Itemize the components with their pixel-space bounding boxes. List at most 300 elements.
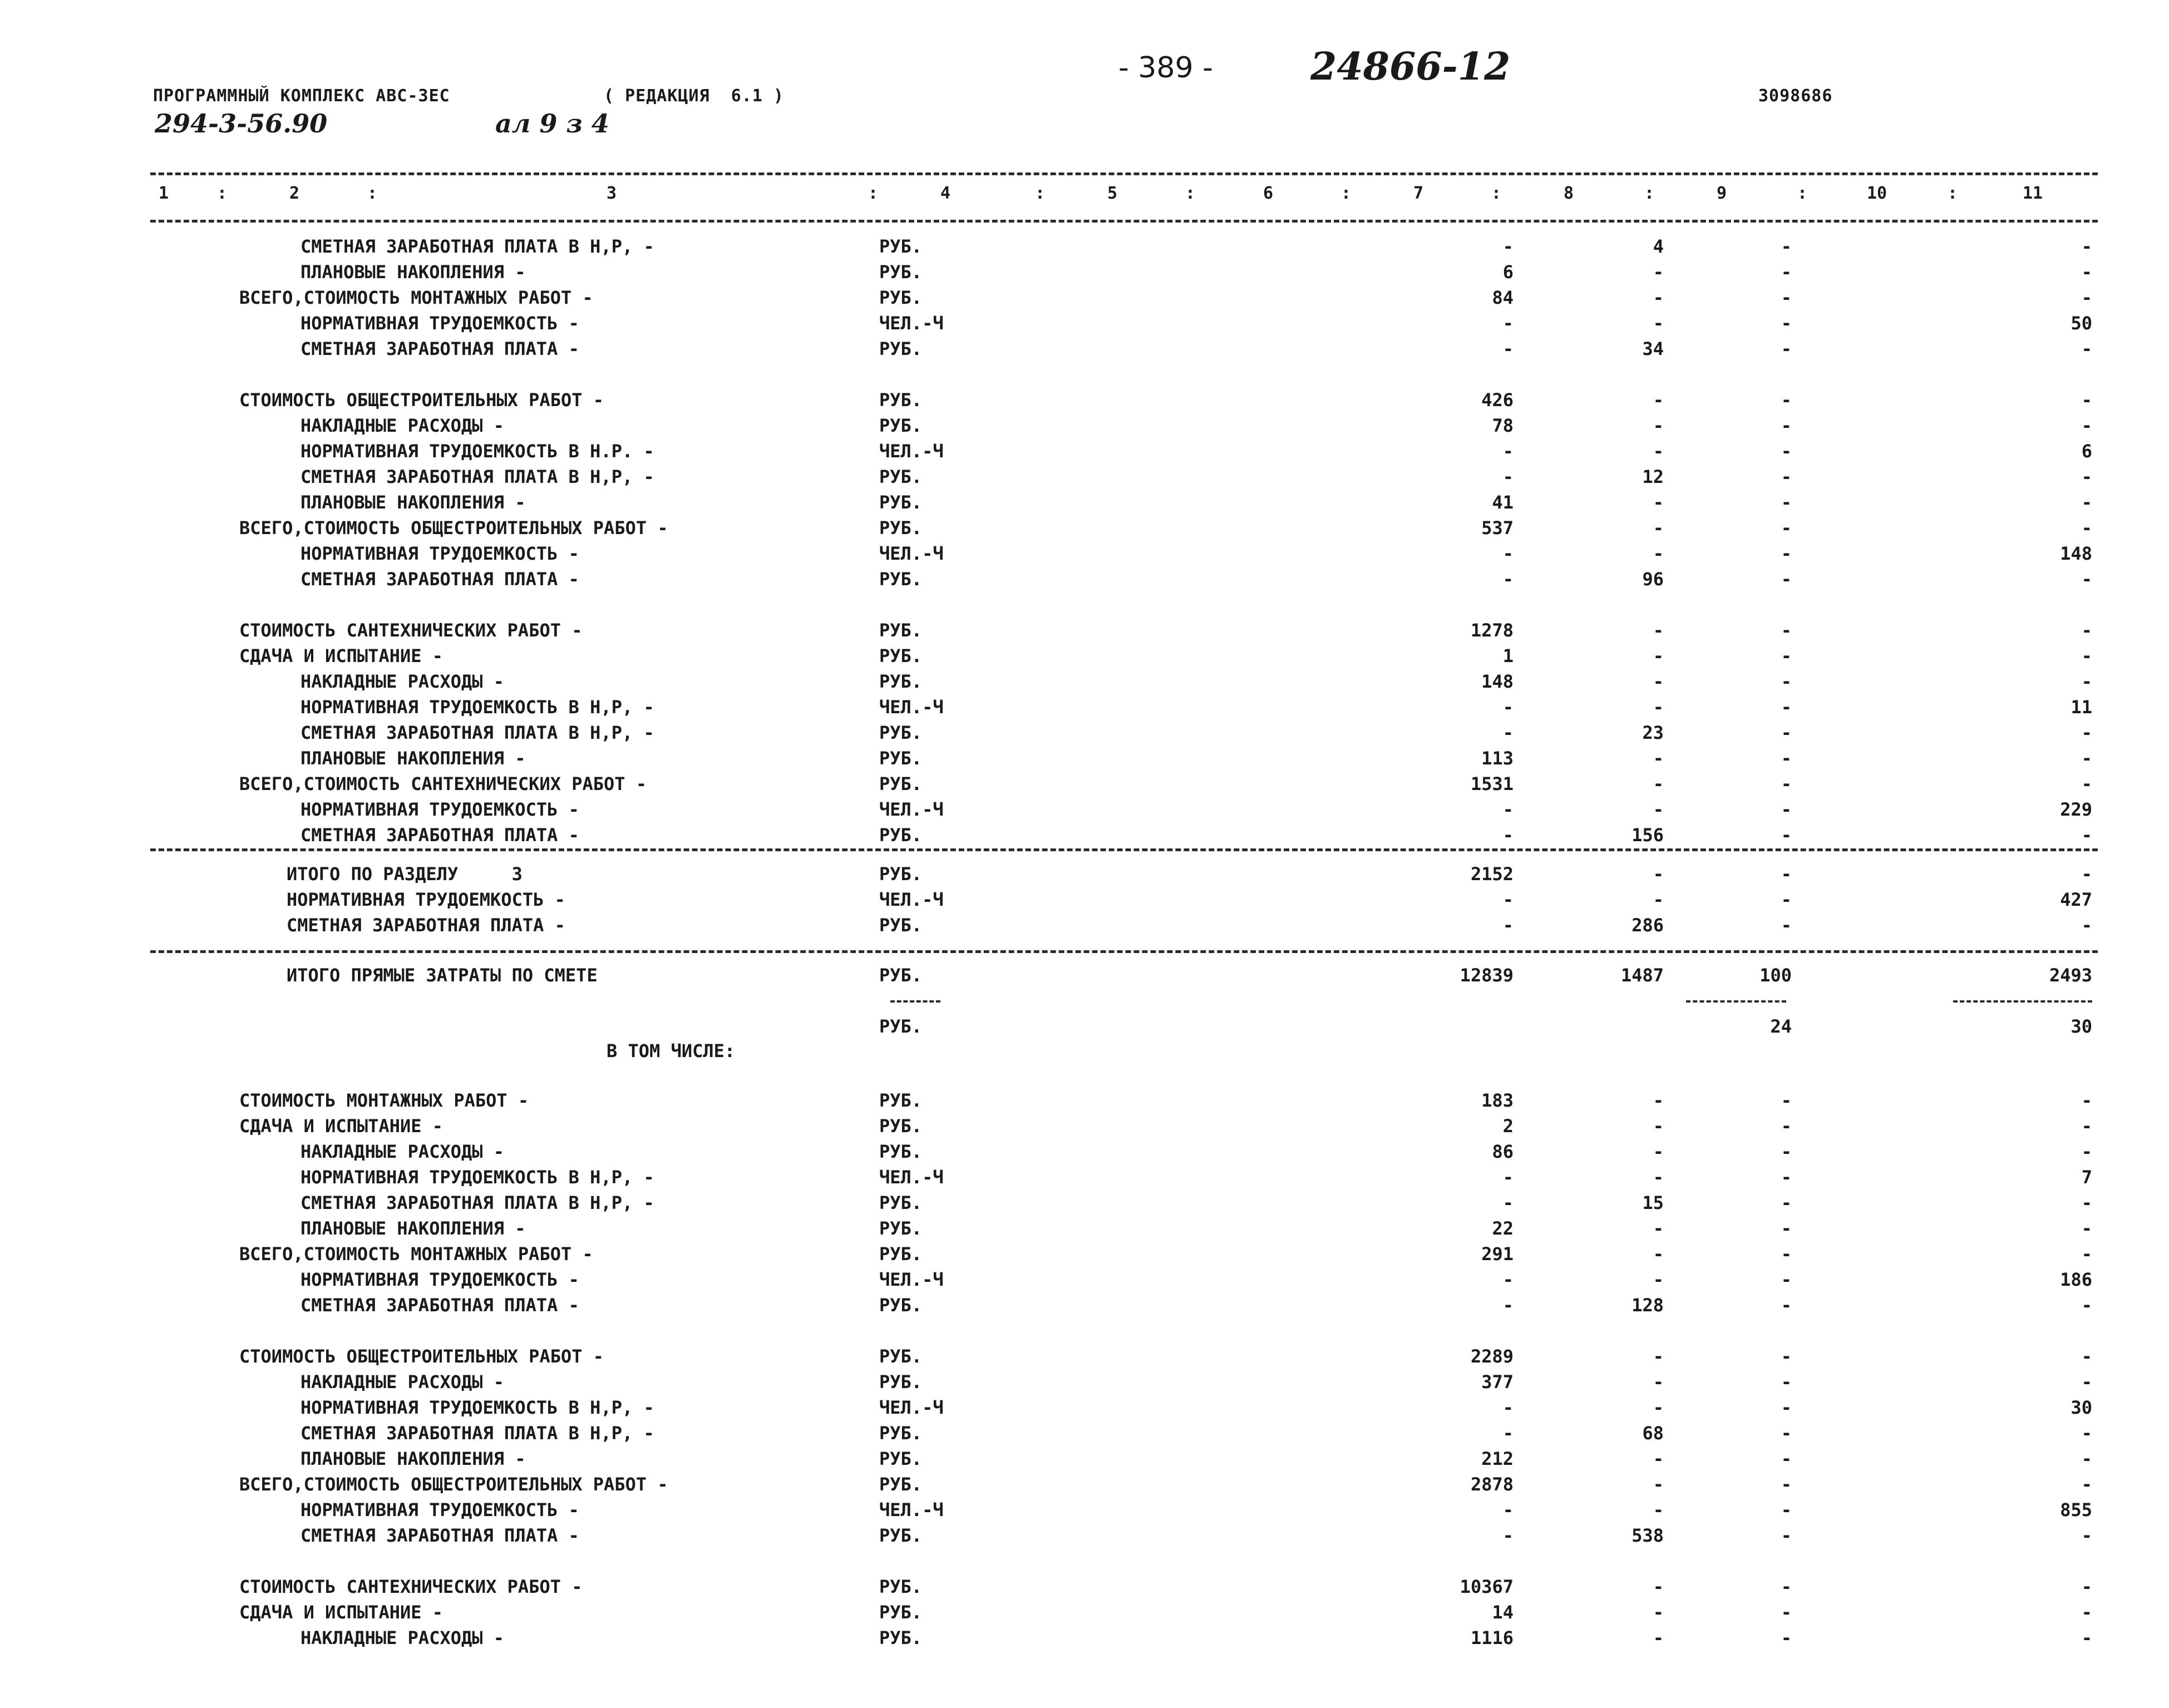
unit-cell: ЧЕЛ.-Ч xyxy=(879,889,944,910)
table-row xyxy=(0,1446,2169,1472)
col9-cell: - xyxy=(1781,1346,1792,1367)
unit-cell: РУБ. xyxy=(879,1423,923,1444)
row-label: НОРМАТИВНАЯ ТРУДОЕМКОСТЬ - xyxy=(300,543,579,564)
rule-header-bottom xyxy=(150,220,2098,223)
table-row xyxy=(0,887,2169,912)
col7-cell: - xyxy=(1502,466,1514,487)
row-label: СМЕТНАЯ ЗАРАБОТНАЯ ПЛАТА - xyxy=(300,825,579,846)
col9-cell: - xyxy=(1781,261,1792,283)
row-label: СМЕТНАЯ ЗАРАБОТНАЯ ПЛАТА В Н,Р, - xyxy=(300,1192,654,1213)
row-label: СМЕТНАЯ ЗАРАБОТНАЯ ПЛАТА В Н,Р, - xyxy=(300,466,654,487)
unit-cell: ЧЕЛ.-Ч xyxy=(879,441,944,462)
column-separator: : xyxy=(1797,184,1808,203)
col7-cell: - xyxy=(1502,1269,1514,1290)
col7-cell: 6 xyxy=(1502,261,1514,283)
column-number: 8 xyxy=(1564,184,1574,203)
unit-cell: РУБ. xyxy=(879,620,923,641)
col7-cell: 113 xyxy=(1481,748,1514,769)
table-row xyxy=(0,861,2169,887)
col9-cell: - xyxy=(1781,1499,1792,1521)
document-code: 3098686 xyxy=(1758,86,1833,106)
col7-cell: - xyxy=(1502,313,1514,334)
row-label: СМЕТНАЯ ЗАРАБОТНАЯ ПЛАТА В Н,Р, - xyxy=(300,1423,654,1444)
col8-cell: - xyxy=(1653,1397,1664,1418)
col11-cell: - xyxy=(2081,261,2092,283)
column-number: 1 xyxy=(159,184,169,203)
page-number: - 389 - xyxy=(1118,51,1213,85)
col8-cell: - xyxy=(1653,1499,1664,1521)
table-row xyxy=(0,694,2169,720)
col8-cell: - xyxy=(1653,287,1664,308)
column-separator: : xyxy=(1185,184,1196,203)
column-separator: : xyxy=(1341,184,1352,203)
row-label: ИТОГО ПО РАЗДЕЛУ 3 xyxy=(287,863,522,885)
col9-cell: - xyxy=(1781,1192,1792,1213)
col7-cell: - xyxy=(1502,441,1514,462)
table-row xyxy=(0,285,2169,310)
col8-cell: 156 xyxy=(1631,825,1664,846)
col9-cell: - xyxy=(1781,517,1792,539)
col7-cell: 1116 xyxy=(1470,1627,1514,1648)
edition-label: ( РЕДАКЦИЯ 6.1 ) xyxy=(604,86,785,106)
col11-cell: - xyxy=(2081,1576,2092,1597)
col7-cell: - xyxy=(1502,569,1514,590)
including-label: В ТОМ ЧИСЛЕ: xyxy=(607,1040,736,1062)
col8-cell: - xyxy=(1653,313,1664,334)
unit-cell: РУБ. xyxy=(879,1627,923,1648)
unit-cell: РУБ. xyxy=(879,1295,923,1316)
column-number: 7 xyxy=(1413,184,1424,203)
subtotal-rule xyxy=(1686,1000,1786,1003)
column-number: 5 xyxy=(1107,184,1118,203)
col11-cell: - xyxy=(2081,1423,2092,1444)
unit-cell: ЧЕЛ.-Ч xyxy=(879,1397,944,1418)
col9-cell: - xyxy=(1781,825,1792,846)
table-row xyxy=(0,1600,2169,1625)
col8-cell: - xyxy=(1653,1243,1664,1265)
unit-cell: РУБ. xyxy=(879,1576,923,1597)
column-number: 4 xyxy=(940,184,951,203)
row-label: СТОИМОСТЬ САНТЕХНИЧЕСКИХ РАБОТ - xyxy=(239,1576,583,1597)
unit-cell: РУБ. xyxy=(879,287,923,308)
row-label: НАКЛАДНЫЕ РАСХОДЫ - xyxy=(300,1141,505,1162)
table-row xyxy=(0,1088,2169,1113)
col8-cell: - xyxy=(1653,1269,1664,1290)
unit-cell: РУБ. xyxy=(879,671,923,692)
col7-cell: - xyxy=(1502,236,1514,257)
col8-cell: 68 xyxy=(1642,1423,1664,1444)
col9-cell: - xyxy=(1781,236,1792,257)
table-row xyxy=(0,1190,2169,1216)
col7-cell: - xyxy=(1502,799,1514,820)
rule-section-bottom xyxy=(150,950,2098,953)
unit-cell: РУБ. xyxy=(879,965,923,986)
col8-cell: - xyxy=(1653,1346,1664,1367)
unit-cell: РУБ. xyxy=(879,236,923,257)
unit-cell: РУБ. xyxy=(879,722,923,743)
col11-cell: - xyxy=(2081,1218,2092,1239)
col11-cell: - xyxy=(2081,863,2092,885)
col9-cell: - xyxy=(1781,915,1792,936)
row-label: ПЛАНОВЫЕ НАКОПЛЕНИЯ - xyxy=(300,261,526,283)
table-row xyxy=(0,771,2169,797)
table-row xyxy=(0,1113,2169,1139)
col7-cell: - xyxy=(1502,697,1514,718)
row-label: ВСЕГО,СТОИМОСТЬ ОБЩЕСТРОИТЕЛЬНЫХ РАБОТ - xyxy=(239,1474,668,1495)
unit-cell: ЧЕЛ.-Ч xyxy=(879,1499,944,1521)
col8-cell: - xyxy=(1653,889,1664,910)
table-row xyxy=(0,669,2169,694)
table-row xyxy=(0,962,2169,988)
col9-cell: - xyxy=(1781,697,1792,718)
col9-cell: - xyxy=(1781,1474,1792,1495)
unit-cell: РУБ. xyxy=(879,1016,923,1037)
col8-cell: 4 xyxy=(1653,236,1664,257)
col8-cell: 538 xyxy=(1631,1525,1664,1546)
table-row xyxy=(0,413,2169,438)
unit-cell: РУБ. xyxy=(879,1243,923,1265)
col7-cell: 22 xyxy=(1492,1218,1514,1239)
row-label: НОРМАТИВНАЯ ТРУДОЕМКОСТЬ В Н.Р. - xyxy=(300,441,654,462)
col9-cell: - xyxy=(1781,1295,1792,1316)
col11-cell: - xyxy=(2081,645,2092,667)
col8-cell: - xyxy=(1653,1218,1664,1239)
table-row xyxy=(0,464,2169,490)
table-row xyxy=(0,720,2169,746)
col8-cell: 34 xyxy=(1642,338,1664,359)
unit-cell: РУБ. xyxy=(879,1141,923,1162)
col11-cell: 6 xyxy=(2081,441,2092,462)
col7-cell: 1278 xyxy=(1470,620,1514,641)
col11-cell: - xyxy=(2081,1141,2092,1162)
col7-cell: 291 xyxy=(1481,1243,1514,1265)
table-row xyxy=(0,259,2169,285)
row-label: СТОИМОСТЬ ОБЩЕСТРОИТЕЛЬНЫХ РАБОТ - xyxy=(239,389,604,411)
row-label: СМЕТНАЯ ЗАРАБОТНАЯ ПЛАТА В Н,Р, - xyxy=(300,722,654,743)
col9-cell: - xyxy=(1781,863,1792,885)
col8-cell: - xyxy=(1653,620,1664,641)
table-row xyxy=(0,234,2169,259)
col8-cell: - xyxy=(1653,671,1664,692)
col11-cell: - xyxy=(2081,389,2092,411)
col7-cell: 2 xyxy=(1502,1115,1514,1137)
col7-cell: 1 xyxy=(1502,645,1514,667)
column-number: 9 xyxy=(1717,184,1727,203)
col7-cell: 212 xyxy=(1481,1448,1514,1469)
table-row xyxy=(0,912,2169,938)
col7-cell: - xyxy=(1502,338,1514,359)
unit-cell: ЧЕЛ.-Ч xyxy=(879,1167,944,1188)
col11-cell: - xyxy=(2081,236,2092,257)
col11-cell: 229 xyxy=(2060,799,2092,820)
unit-cell: РУБ. xyxy=(879,1525,923,1546)
subtotal-rule xyxy=(890,1000,940,1003)
col9-cell: - xyxy=(1781,1627,1792,1648)
table-row xyxy=(0,1216,2169,1241)
col11-cell: - xyxy=(2081,1525,2092,1546)
table-row xyxy=(0,1472,2169,1497)
col11-cell: - xyxy=(2081,569,2092,590)
col8-cell: 128 xyxy=(1631,1295,1664,1316)
col7-cell: - xyxy=(1502,543,1514,564)
col7-cell: - xyxy=(1502,1397,1514,1418)
col7-cell: 1531 xyxy=(1470,773,1514,794)
unit-cell: ЧЕЛ.-Ч xyxy=(879,313,944,334)
col7-cell: 2289 xyxy=(1470,1346,1514,1367)
unit-cell: ЧЕЛ.-Ч xyxy=(879,799,944,820)
table-row xyxy=(0,1574,2169,1600)
column-separator: : xyxy=(1644,184,1655,203)
row-label: СМЕТНАЯ ЗАРАБОТНАЯ ПЛАТА - xyxy=(300,1525,579,1546)
col11-cell: - xyxy=(2081,1371,2092,1393)
col8-cell: - xyxy=(1653,1602,1664,1623)
table-row xyxy=(0,490,2169,515)
col7-cell: 148 xyxy=(1481,671,1514,692)
col8-cell: 286 xyxy=(1631,915,1664,936)
col11-cell: - xyxy=(2081,1627,2092,1648)
col9-cell: - xyxy=(1781,466,1792,487)
col8-cell: 15 xyxy=(1642,1192,1664,1213)
col7-cell: - xyxy=(1502,1192,1514,1213)
col9-cell: - xyxy=(1781,1397,1792,1418)
col9-cell: - xyxy=(1781,1576,1792,1597)
col11-cell: - xyxy=(2081,1602,2092,1623)
table-row xyxy=(0,1369,2169,1395)
col9-cell: - xyxy=(1781,620,1792,641)
unit-cell: РУБ. xyxy=(879,261,923,283)
unit-cell: РУБ. xyxy=(879,915,923,936)
col11-cell: - xyxy=(2081,620,2092,641)
col11-cell: 2493 xyxy=(2049,965,2092,986)
col9-cell: - xyxy=(1781,338,1792,359)
col8-cell: - xyxy=(1653,1141,1664,1162)
table-row xyxy=(0,1625,2169,1651)
col9-cell: - xyxy=(1781,1141,1792,1162)
row-label: СМЕТНАЯ ЗАРАБОТНАЯ ПЛАТА - xyxy=(287,915,565,936)
col9-cell: - xyxy=(1781,1115,1792,1137)
row-label: ПЛАНОВЫЕ НАКОПЛЕНИЯ - xyxy=(300,1218,526,1239)
col8-cell: - xyxy=(1653,543,1664,564)
col9-cell: - xyxy=(1781,1269,1792,1290)
unit-cell: РУБ. xyxy=(879,1602,923,1623)
col9-cell: - xyxy=(1781,313,1792,334)
col9-cell: - xyxy=(1781,1423,1792,1444)
col8-cell: - xyxy=(1653,1474,1664,1495)
col11-cell: - xyxy=(2081,671,2092,692)
col7-cell: 14 xyxy=(1492,1602,1514,1623)
col9-cell: - xyxy=(1781,799,1792,820)
col8-cell: - xyxy=(1653,415,1664,436)
column-separator: : xyxy=(217,184,228,203)
column-number: 11 xyxy=(2023,184,2043,203)
row-label: СТОИМОСТЬ ОБЩЕСТРОИТЕЛЬНЫХ РАБОТ - xyxy=(239,1346,604,1367)
col11-cell: 11 xyxy=(2071,697,2092,718)
col11-cell: - xyxy=(2081,1448,2092,1469)
col9-cell: - xyxy=(1781,1090,1792,1111)
row-label: НОРМАТИВНАЯ ТРУДОЕМКОСТЬ - xyxy=(300,1499,579,1521)
column-separator: : xyxy=(1491,184,1502,203)
row-label: ВСЕГО,СТОИМОСТЬ МОНТАЖНЫХ РАБОТ - xyxy=(239,287,593,308)
col7-cell: - xyxy=(1502,915,1514,936)
unit-cell: РУБ. xyxy=(879,863,923,885)
unit-cell: РУБ. xyxy=(879,1474,923,1495)
col8-cell: - xyxy=(1653,441,1664,462)
column-number: 3 xyxy=(607,184,617,203)
rule-top xyxy=(150,172,2098,175)
col8-cell: - xyxy=(1653,1090,1664,1111)
table-row xyxy=(0,515,2169,541)
subtotal-rule xyxy=(1953,1000,2092,1003)
row-label: НОРМАТИВНАЯ ТРУДОЕМКОСТЬ В Н,Р, - xyxy=(300,1397,654,1418)
table-row xyxy=(0,336,2169,362)
unit-cell: ЧЕЛ.-Ч xyxy=(879,1269,944,1290)
row-label: НОРМАТИВНАЯ ТРУДОЕМКОСТЬ В Н,Р, - xyxy=(300,1167,654,1188)
unit-cell: РУБ. xyxy=(879,748,923,769)
column-separator: : xyxy=(1948,184,1958,203)
col7-cell: 183 xyxy=(1481,1090,1514,1111)
col8-cell: - xyxy=(1653,1576,1664,1597)
col9-cell: - xyxy=(1781,415,1792,436)
row-label: СТОИМОСТЬ МОНТАЖНЫХ РАБОТ - xyxy=(239,1090,529,1111)
col11-cell: - xyxy=(2081,722,2092,743)
row-label: НОРМАТИВНАЯ ТРУДОЕМКОСТЬ В Н,Р, - xyxy=(300,697,654,718)
column-number: 10 xyxy=(1867,184,1887,203)
col9-cell: - xyxy=(1781,722,1792,743)
unit-cell: РУБ. xyxy=(879,1192,923,1213)
col9-cell: - xyxy=(1781,1602,1792,1623)
handwritten-doc-number: 294-3-56.90 xyxy=(155,108,328,139)
unit-cell: РУБ. xyxy=(879,1448,923,1469)
row-label: НАКЛАДНЫЕ РАСХОДЫ - xyxy=(300,1627,505,1648)
column-number: 2 xyxy=(289,184,300,203)
col11-cell: - xyxy=(2081,1474,2092,1495)
col7-cell: - xyxy=(1502,722,1514,743)
col11-cell: - xyxy=(2081,825,2092,846)
col7-cell: - xyxy=(1502,825,1514,846)
col11-cell: - xyxy=(2081,338,2092,359)
col11-cell: 186 xyxy=(2060,1269,2092,1290)
row-label: НОРМАТИВНАЯ ТРУДОЕМКОСТЬ - xyxy=(300,313,579,334)
table-row xyxy=(0,746,2169,771)
unit-cell: РУБ. xyxy=(879,645,923,667)
handwritten-album: ал 9 з 4 xyxy=(495,108,609,139)
row-label: ВСЕГО,СТОИМОСТЬ САНТЕХНИЧЕСКИХ РАБОТ - xyxy=(239,773,647,794)
col8-cell: - xyxy=(1653,748,1664,769)
col11-cell: 855 xyxy=(2060,1499,2092,1521)
unit-cell: РУБ. xyxy=(879,1218,923,1239)
row-label: ВСЕГО,СТОИМОСТЬ ОБЩЕСТРОИТЕЛЬНЫХ РАБОТ - xyxy=(239,517,668,539)
column-number: 6 xyxy=(1263,184,1274,203)
col7-cell: 426 xyxy=(1481,389,1514,411)
col8-cell: - xyxy=(1653,517,1664,539)
handwritten-code: 24866-12 xyxy=(1310,45,1511,89)
col7-cell: - xyxy=(1502,1295,1514,1316)
col9-cell: - xyxy=(1781,492,1792,513)
col7-cell: 537 xyxy=(1481,517,1514,539)
row-label: ВСЕГО,СТОИМОСТЬ МОНТАЖНЫХ РАБОТ - xyxy=(239,1243,593,1265)
col7-cell: 12839 xyxy=(1460,965,1514,986)
row-label: ПЛАНОВЫЕ НАКОПЛЕНИЯ - xyxy=(300,748,526,769)
unit-cell: РУБ. xyxy=(879,415,923,436)
table-row xyxy=(0,541,2169,566)
column-separator: : xyxy=(367,184,378,203)
col9-cell: - xyxy=(1781,1371,1792,1393)
col9-cell: 100 xyxy=(1759,965,1792,986)
col8-cell: 1487 xyxy=(1620,965,1664,986)
col9-cell: - xyxy=(1781,287,1792,308)
row-label: СДАЧА И ИСПЫТАНИЕ - xyxy=(239,645,443,667)
col7-cell: 41 xyxy=(1492,492,1514,513)
row-label: СМЕТНАЯ ЗАРАБОТНАЯ ПЛАТА - xyxy=(300,1295,579,1316)
col7-cell: - xyxy=(1502,1499,1514,1521)
row-label: НОРМАТИВНАЯ ТРУДОЕМКОСТЬ - xyxy=(287,889,565,910)
table-row xyxy=(0,1139,2169,1164)
program-title: ПРОГРАММНЫЙ КОМПЛЕКС АВС-3ЕС xyxy=(153,86,450,106)
col11-cell: - xyxy=(2081,1295,2092,1316)
col7-cell: 10367 xyxy=(1460,1576,1514,1597)
column-separator: : xyxy=(1035,184,1046,203)
col11-cell: 30 xyxy=(2071,1016,2092,1037)
unit-cell: РУБ. xyxy=(879,569,923,590)
col7-cell: - xyxy=(1502,1525,1514,1546)
unit-cell: ЧЕЛ.-Ч xyxy=(879,697,944,718)
row-label: НАКЛАДНЫЕ РАСХОДЫ - xyxy=(300,1371,505,1393)
col7-cell: - xyxy=(1502,1423,1514,1444)
table-row xyxy=(0,438,2169,464)
table-row xyxy=(0,1014,2169,1039)
col11-cell: 427 xyxy=(2060,889,2092,910)
table-row xyxy=(0,1523,2169,1548)
table-row xyxy=(0,566,2169,592)
col9-cell: - xyxy=(1781,1218,1792,1239)
col8-cell: - xyxy=(1653,1115,1664,1137)
col11-cell: - xyxy=(2081,773,2092,794)
row-label: НОРМАТИВНАЯ ТРУДОЕМКОСТЬ - xyxy=(300,1269,579,1290)
table-row xyxy=(0,1292,2169,1318)
table-row xyxy=(0,643,2169,669)
col8-cell: - xyxy=(1653,389,1664,411)
col9-cell: 24 xyxy=(1770,1016,1792,1037)
col9-cell: - xyxy=(1781,1525,1792,1546)
table-row xyxy=(0,1241,2169,1267)
row-label: НАКЛАДНЫЕ РАСХОДЫ - xyxy=(300,671,505,692)
col7-cell: 78 xyxy=(1492,415,1514,436)
col8-cell: - xyxy=(1653,261,1664,283)
unit-cell: РУБ. xyxy=(879,492,923,513)
unit-cell: РУБ. xyxy=(879,1115,923,1137)
col8-cell: - xyxy=(1653,863,1664,885)
unit-cell: РУБ. xyxy=(879,1346,923,1367)
row-label: ПЛАНОВЫЕ НАКОПЛЕНИЯ - xyxy=(300,492,526,513)
col9-cell: - xyxy=(1781,1167,1792,1188)
col9-cell: - xyxy=(1781,441,1792,462)
col8-cell: - xyxy=(1653,799,1664,820)
unit-cell: РУБ. xyxy=(879,1090,923,1111)
col8-cell: - xyxy=(1653,773,1664,794)
col8-cell: 12 xyxy=(1642,466,1664,487)
col11-cell: - xyxy=(2081,517,2092,539)
col11-cell: - xyxy=(2081,415,2092,436)
col8-cell: - xyxy=(1653,492,1664,513)
col9-cell: - xyxy=(1781,569,1792,590)
table-row xyxy=(0,1344,2169,1369)
col7-cell: - xyxy=(1502,1167,1514,1188)
row-label: СМЕТНАЯ ЗАРАБОТНАЯ ПЛАТА - xyxy=(300,338,579,359)
col9-cell: - xyxy=(1781,1448,1792,1469)
table-row xyxy=(0,1497,2169,1523)
table-row xyxy=(0,310,2169,336)
col8-cell: 23 xyxy=(1642,722,1664,743)
